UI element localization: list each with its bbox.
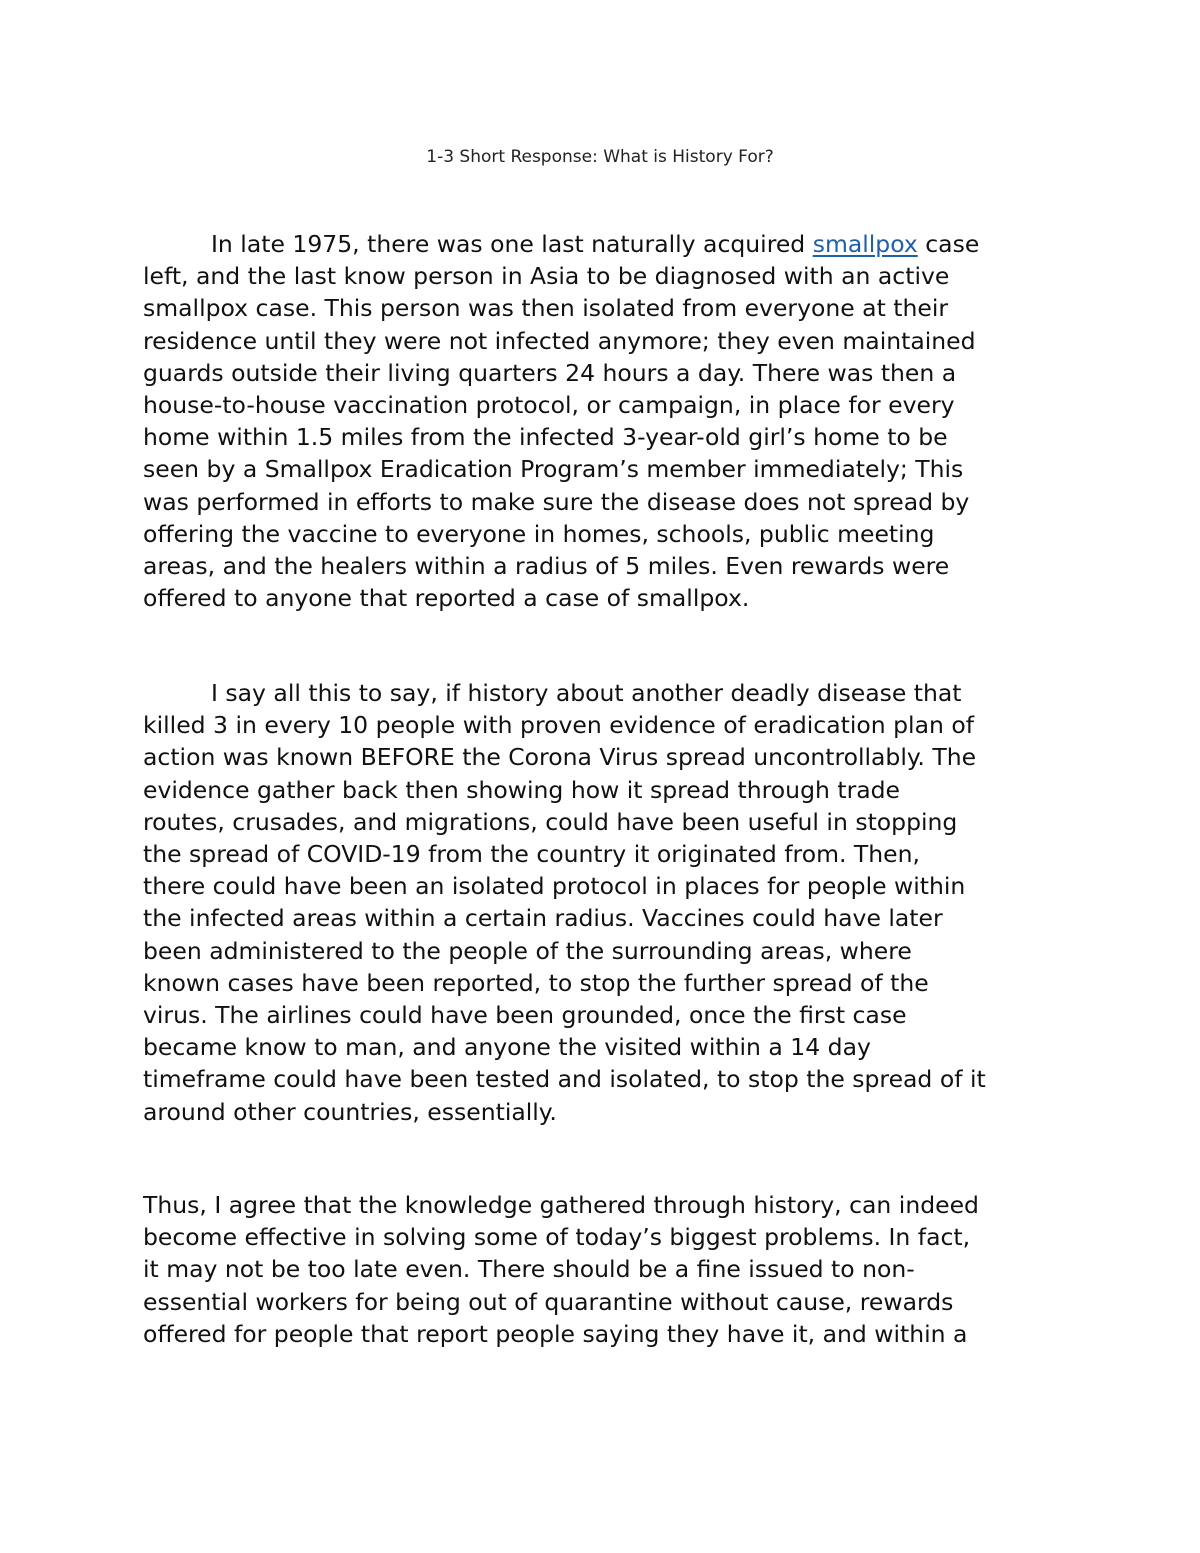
text-run: In late 1975, there was one last naturally acquired [211, 230, 813, 258]
paragraph-line: became know to man, and anyone the visited within a 14 day [143, 1033, 871, 1062]
paragraph-line: virus. The airlines could have been grounded, once the first case [143, 1001, 907, 1030]
paragraph-line: timeframe could have been tested and isolated, to stop the spread of it [143, 1065, 986, 1094]
paragraph-line: the spread of COVID-19 from the country it originated from. Then, [143, 840, 920, 869]
document-title: 1-3 Short Response: What is History For? [426, 147, 774, 167]
paragraph-line: smallpox case. This person was then isolated from everyone at their [143, 294, 949, 323]
paragraph-line: evidence gather back then showing how it spread through trade [143, 775, 901, 804]
paragraph-line: the infected areas within a certain radius. Vaccines could have later [143, 904, 943, 933]
paragraph-line: residence until they were not infected anymore; they even maintained [143, 326, 976, 355]
paragraph-line: left, and the last know person in Asia to be diagnosed with an active [143, 262, 950, 291]
paragraph-covid [143, 677, 1063, 1128]
paragraph-line: offered for people that report people saying they have it, and within a [143, 1319, 968, 1348]
paragraph-line: house-to-house vaccination protocol, or campaign, in place for every [143, 391, 955, 420]
paragraph-line: been administered to the people of the surrounding areas, where [143, 936, 912, 965]
paragraph-line: was performed in efforts to make sure the disease does not spread by [143, 487, 970, 516]
paragraph-line: there could have been an isolated protocol in places for people within [143, 872, 966, 901]
paragraph-line: offering the vaccine to everyone in homes, schools, public meeting [143, 519, 935, 548]
text-run: case [917, 230, 980, 258]
paragraph-line: offered to anyone that reported a case of smallpox. [143, 584, 750, 613]
paragraph-line: areas, and the healers within a radius of 5 miles. Even rewards were [143, 552, 950, 581]
paragraph-line: become effective in solving some of today’s biggest problems. In fact, [143, 1223, 971, 1252]
paragraph-line [143, 228, 1063, 260]
paragraph-line: guards outside their living quarters 24 hours a day. There was then a [143, 358, 957, 387]
paragraph-line: it may not be too late even. There should be a fine issued to non- [143, 1255, 915, 1284]
paragraph-line: routes, crusades, and migrations, could have been useful in stopping [143, 807, 958, 836]
paragraph-line: essential workers for being out of quarantine without cause, rewards [143, 1287, 954, 1316]
paragraph-line: killed 3 in every 10 people with proven evidence of eradication plan of [143, 711, 974, 740]
paragraph-conclusion [143, 1189, 1063, 1350]
paragraph-smallpox [143, 228, 1063, 614]
paragraph-line: action was known BEFORE the Corona Virus spread uncontrollably. The [143, 743, 977, 772]
smallpox-link[interactable]: smallpox [812, 230, 918, 258]
paragraph-line: home within 1.5 miles from the infected 3-year-old girl’s home to be [143, 423, 948, 452]
paragraph-line: seen by a Smallpox Eradication Program’s member immediately; This [143, 455, 964, 484]
paragraph-line: I say all this to say, if history about another deadly disease that [211, 679, 962, 707]
paragraph-line: Thus, I agree that the knowledge gathered through history, can indeed [143, 1191, 979, 1219]
paragraph-line: known cases have been reported, to stop the further spread of the [143, 968, 929, 997]
paragraph-line: around other countries, essentially. [143, 1097, 557, 1126]
